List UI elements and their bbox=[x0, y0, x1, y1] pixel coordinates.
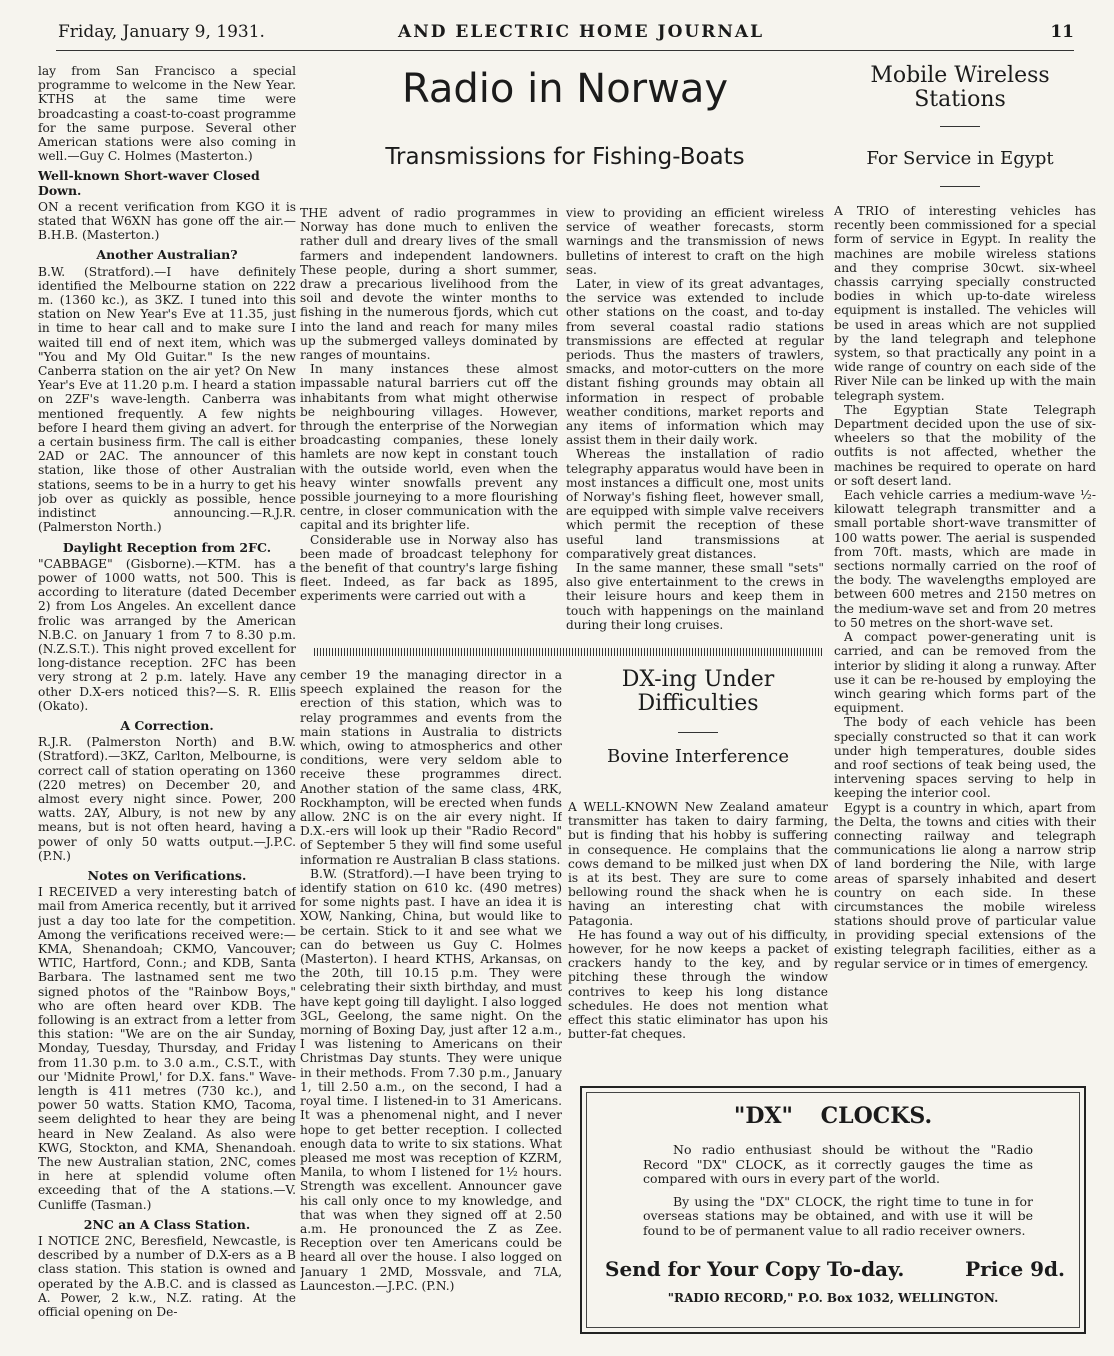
mobile-paragraph: Egypt is a country in which, apart from the Delta, the towns and cities with their connecting railway and telegraph communications lie along a narrow strip of land bordering the Nile, with large areas of sparsely inhabited and desert country on each side. In these circumstances the mobile wireless stations should prove of particular value in providing special extensions of the existing telegraph facilities, either as a regular service or in times of emergency. bbox=[834, 800, 1096, 971]
dx-clocks-advert bbox=[580, 1086, 1086, 1334]
mobile-paragraph: A TRIO of interesting vehicles has recently been commissioned for a special form of service in Egypt. In reality the machines are mobile wireless stations and they comprise 30cwt. six-wheel chassis carrying specially constructed bodies in which up-to-date wireless equipment is installed. The vehicles will be used in areas which are not supplied by the land telegraph and telephone system, so that practically any point in a wide range of country on each side of the River Nile can be linked up with the main telegraph system. bbox=[834, 204, 1096, 403]
advert-paragraph: By using the "DX" CLOCK, the right time to tune in for overseas stations may be obtained, and with use it will be found to be of permanent value to all radio receiver owners. bbox=[643, 1193, 1033, 1238]
norway-paragraph: Later, in view of its great advantages, the service was extended to include other stations on the coast, and to-day from several coastal radio stations transmissions are effected at regular periods. Thus the masters of trawlers, smacks, and motor-cutters on the more distant fishing grounds may obtain all information in respect of probable weather conditions, market reports and any items of information which may assist them in their daily work. bbox=[566, 277, 824, 448]
column-continuation bbox=[300, 668, 562, 1340]
heading-another-australian: Another Australian? bbox=[96, 247, 238, 263]
dx-column bbox=[568, 800, 828, 1070]
page-number: 11 bbox=[1050, 22, 1074, 42]
dx-paragraph: A WELL-KNOWN New Zealand amateur transmitter has taken to dairy farming, but is finding that his hobby is suffering in consequence. He complains that the cows demand to be milked just when DX is at its best. They are sure to come bellowing round the shack when he is having an interesting chat with Patagonia. bbox=[568, 800, 828, 928]
mobile-paragraph: A compact power-generating unit is carried, and can be removed from the interior by sliding it along a runway. After use it can be re-housed by employing the winch gearing which forms part of the equipment. bbox=[834, 630, 1096, 716]
norway-paragraph: Whereas the installation of radio telegraphy apparatus would have been in most instances a difficult one, most units of Norway's fishing fleet, however small, are equipped with simple valve receivers which permit the reception of these useful land transmissions at comparatively great distances. bbox=[566, 447, 824, 561]
norway-paragraph: Considerable use in Norway also has been made of broadcast telephony for the benefit of that country's large fishing fleet. Indeed, as far back as 1895, experiments were carried out with a bbox=[300, 532, 558, 604]
continuation-paragraph: cember 19 the managing director in a speech explained the reason for the erection of this station, which was to relay programmes and events from the main stations in Australia to districts which, owing to atmospherics and other conditions, were very seldom able to receive these programmes direct. Another station of the same class, 4RK, Rockhampton, will be erected when funds allow. 2NC is on the air every night. If D.X.-ers will look up their "Radio Record" of September 5 they will find some useful information re Australian B class stations. bbox=[300, 668, 562, 867]
norway-column-b bbox=[566, 206, 824, 638]
mobile-title: Mobile Wireless Stations bbox=[870, 63, 1050, 112]
mobile-subtitle-rule bbox=[940, 186, 980, 187]
mobile-paragraph: The body of each vehicle has been specially constructed so that it can work under high temperatures, double sides and roof sections of teak being used, the intervening spaces serving to help in keeping the interior cool. bbox=[834, 715, 1096, 801]
mobile-title-rule bbox=[940, 126, 980, 127]
advert-call-to-action: Send for Your Copy To-day. bbox=[605, 1257, 905, 1281]
journal-name: AND ELECTRIC HOME JOURNAL bbox=[398, 22, 765, 42]
norway-paragraph: In many instances these almost impassable natural barriers cut off the inhabitants from what might otherwise be neighbouring villages. However, through the enterprise of the Norwegian broadcasting companies, these lonely hamlets are now kept in constant touch with the outside world, even when the heavy winter snowfalls prevent any possible journeying to a more flourishing centre, in closer communication with the capital and its brighter life. bbox=[300, 362, 558, 533]
advert-inner-border bbox=[586, 1092, 1080, 1328]
issue-date: Friday, January 9, 1931. bbox=[58, 22, 265, 42]
paragraph-3kz: B.W. (Stratford).—I have definitely identified the Melbourne station on 222 m. (1360 kc.), as 3KZ. I tuned into this station on New Year's Eve at 11.35, just in time to hear call and to make sure I waited till end of next item, which was "You and My Old Guitar." Is the new Canberra station on the air yet? On New Year's Eve at 11.20 p.m. I heard a station on 2ZF's wave-length. Canberra was mentioned frequently. A few nights before I heard them giving an advert. for a certain business firm. The call is either 2AD or 2AC. The announcer of this station, like those of other Australian stations, seems to be in a hurry to get his job over as quickly as possible, hence indistinct announcing.—R.J.R. (Palmerston North.) bbox=[38, 264, 296, 535]
heading-daylight-reception: Daylight Reception from 2FC. bbox=[62, 539, 272, 555]
heading-short-waver: Well-known Short-waver Closed Down. bbox=[38, 168, 260, 198]
page-header bbox=[58, 22, 1074, 48]
dx-paragraph: He has found a way out of his difficulty, however, for he now keeps a packet of crackers handy to the key, and by pitching these through the window contrives to keep his long distance schedules. He does not mention what effect this static eliminator has upon his butter-fat cheques. bbox=[568, 927, 828, 1042]
dx-title: DX-ing Under Difficulties bbox=[621, 667, 775, 716]
paragraph-cabbage: "CABBAGE" (Gisborne).—KTM. has a power of 1000 watts, not 500. This is according to literature (dated December 2) from Los Angeles. An excellent dance frolic was arranged by the American N.B.C. on January 1 from 7 to 8.30 p.m. (N.Z.S.T.). This night proved excellent for long-distance reception. 2FC has been very strong at 2 p.m. lately. Have any other D.X-ers noticed this?—S. R. Ellis (Okato). bbox=[38, 556, 296, 713]
header-rule bbox=[56, 50, 1074, 51]
norway-paragraph: In the same manner, these small "sets" also give entertainment to the crews in their leisure hours and keep them in touch with happenings on the mainland during their long cruises. bbox=[566, 561, 824, 632]
dx-title-rule bbox=[678, 732, 718, 733]
column-dx-notes bbox=[38, 64, 296, 1334]
heading-verifications: Notes on Verifications. bbox=[87, 867, 247, 883]
paragraph-2nc: I NOTICE 2NC, Beresfield, Newcastle, is described by a number of D.X-ers as a B class station. This station is owned and operated by the A.B.C. and is classed as A. Power, 2 k.w., N.Z. rating. At the official opening on De- bbox=[38, 1234, 296, 1320]
paragraph-kgo: ON a recent verification from KGO it is stated that W6XN has gone off the air.—B.H.B. (Masterton.) bbox=[38, 199, 296, 243]
norway-column-a bbox=[300, 206, 558, 638]
continuation-paragraph: B.W. (Stratford).—I have been trying to identify station on 610 kc. (490 metres) for some nights past. I have an idea it is XOW, Nanking, China, but would like to be certain. Stick to it and see what we can do between us Guy C. Holmes (Masterton). I heard KTHS, Arkansas, on the 20th, till 10.15 p.m. They were celebrating their sixth birthday, and must have kept going till daylight. I also logged 3GL, Geelong, the same night. On the morning of Boxing Day, just after 12 a.m., I was listening to Americans on their Christmas Day stunts. They were unique in their methods. From 7.30 p.m., January 1, till 2.50 a.m., on the second, I had a royal time. I listened-in to 31 Americans. It was a phenomenal night, and I never hope to get better reception. I collected enough data to write to six stations. What pleased me most was reception of KZRM, Manila, to whom I listened for 1½ hours. Strength was excellent. Announcer gave his call only once to my knowledge, and that was when they signed off at 2.50 a.m. He pronounced the Z as Zee. Reception over ten Americans could be heard all over the house. I also logged on January 1 2MD, Mossvale, and 7LA, Launceston.—J.P.C. (P.N.) bbox=[300, 866, 562, 1293]
intro-paragraph: lay from San Francisco a special programme to welcome in the New Year. KTHS at the same time were broadcasting a coast-to-coast programme for the same purpose. Several other American stations were also coming in well.—Guy C. Holmes (Masterton.) bbox=[38, 64, 296, 164]
advert-paragraph: No radio enthusiast should be without the "Radio Record "DX" CLOCK, as it correctly gauges the time as compared with ours in every part of the world. bbox=[643, 1142, 1033, 1186]
mobile-paragraph: Each vehicle carries a medium-wave ½-kilowatt telegraph transmitter and a small portable short-wave transmitter of 100 watts power. The aerial is suspended from 70ft. masts, which are made in sections normally carried on the roof of the body. The wavelengths employed are between 600 metres and 2150 metres on the medium-wave set and from 20 metres to 50 metres on the short-wave set. bbox=[834, 488, 1096, 630]
heading-2nc: 2NC an A Class Station. bbox=[83, 1216, 251, 1232]
paragraph-correction: R.J.R. (Palmerston North) and B.W. (Stratford).—3KZ, Carlton, Melbourne, is correct call of station operating on 1360 (220 metres) on December 20, and almost every night since. Power, 200 watts. 2AY, Albury, is not new by any means, but is not often heard, having a power of only 50 watts output.—J.P.C. (P.N.) bbox=[38, 735, 296, 863]
advert-address: "RADIO RECORD," P.O. Box 1032, WELLINGTON. bbox=[667, 1291, 999, 1305]
advert-price: Price 9d. bbox=[965, 1257, 1065, 1281]
advert-body bbox=[643, 1143, 1033, 1246]
norway-paragraph: view to providing an efficient wireless service of weather forecasts, storm warnings and the transmission of news bulletins of interest to craft on the high seas. bbox=[566, 206, 824, 277]
norway-subtitle: Transmissions for Fishing-Boats bbox=[385, 144, 745, 170]
heading-correction: A Correction. bbox=[120, 717, 214, 733]
paragraph-verifications: I RECEIVED a very interesting batch of mail from America recently, but it arrived just a day too late for the competition. Among the verifications received were:—KMA, Shenandoah; CKMO, Vancouver; WTIC, Hartford, Conn.; and KDB, Santa Barbara. The lastnamed sent me two signed photos of the "Rainbow Boys," who are often heard over KDB. The following is an extract from a letter from this station: "We are on the air Sunday, Monday, Tuesday, Thursday, and Friday from 11.30 p.m. to 3.0 a.m., C.S.T., with our 'Midnite Prowl,' for D.X. fans." Wave-length is 411 metres (730 kc.), and power 50 watts. Station KMO, Tacoma, seem delighted to hear they are being heard in New Zealand. As also were KWG, Stockton, and KMA, Shenandoah. The new Australian station, 2NC, comes in here at splendid volume often exceeding that of the A stations.—V. Cunliffe (Tasman.) bbox=[38, 885, 296, 1212]
advert-title: "DX" CLOCKS. bbox=[733, 1103, 933, 1129]
mobile-subtitle: For Service in Egypt bbox=[866, 148, 1054, 169]
norway-paragraph: THE advent of radio programmes in Norway has done much to enliven the rather dull and dreary lives of the small farmers and independent landowners. These people, during a short summer, draw a precarious livelihood from the soil and devote the winter months to fishing in the numerous fjords, which cut into the land and reach for many miles up the submerged valleys dominated by ranges of mountains. bbox=[300, 206, 558, 363]
mobile-column bbox=[834, 204, 1096, 1064]
ornamental-divider bbox=[314, 648, 824, 656]
norway-title: Radio in Norway bbox=[401, 66, 729, 112]
mobile-paragraph: The Egyptian State Telegraph Department decided upon the use of six-wheelers so that the mobility of the outfits is not affected, whether the machines be required to operate on hard or soft desert land. bbox=[834, 402, 1096, 488]
dx-subtitle: Bovine Interference bbox=[606, 746, 790, 767]
